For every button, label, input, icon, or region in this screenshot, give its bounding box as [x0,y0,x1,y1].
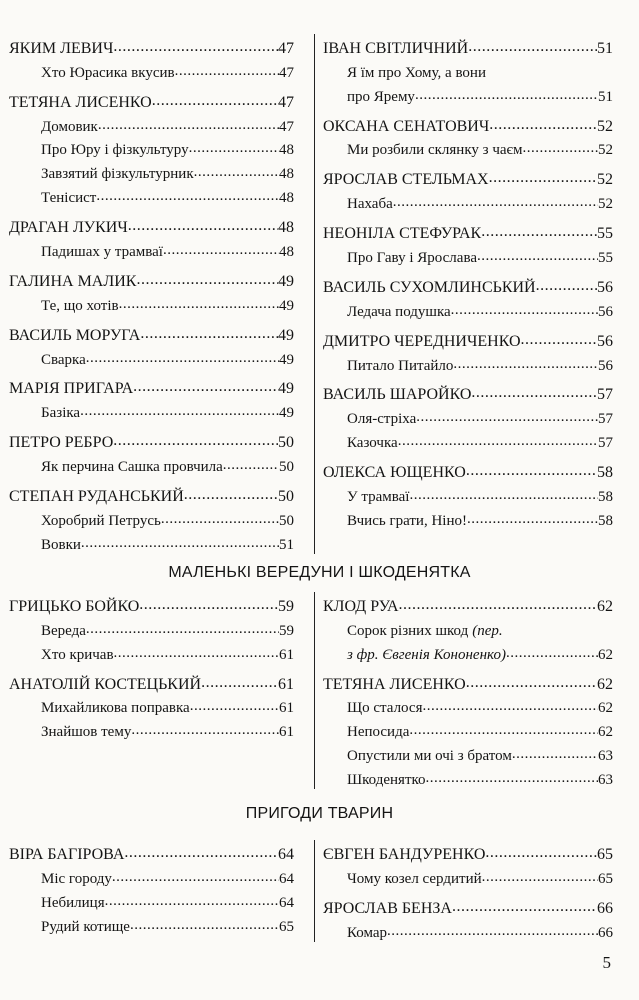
work-title: Комар [347,924,388,941]
dot-leader [190,699,279,717]
page-ref: 58 [598,489,613,506]
page-ref: 57 [598,435,613,452]
work-title: Казочка [347,435,398,452]
dot-leader [133,379,278,398]
dot-leader [96,189,279,207]
dot-leader [124,845,278,864]
page-ref: 56 [597,332,613,350]
dot-leader [485,845,597,864]
page-ref: 48 [278,219,294,237]
author-name: ОЛЕКСА ЮЩЕНКО [323,464,466,482]
dot-leader [112,870,279,888]
toc-author-entry [315,840,639,864]
work-title: Завзятий фізкультурник [41,166,194,183]
page-ref: 51 [279,536,294,553]
work-title: Домовик [41,118,98,135]
author-name: ВАСИЛЬ СУХОМЛИНСЬКИЙ [323,278,536,296]
toc-work-entry [315,351,639,375]
work-title: Оля-стріха [347,411,417,428]
dot-leader [194,165,279,183]
page-ref: 57 [598,411,613,428]
author-name: ГРИЦЬКО БОЙКО [9,597,140,615]
dot-leader [152,93,278,112]
toc-block-1 [0,34,639,554]
author-name: АНАТОЛІЙ КОСТЕЦЬКИЙ [9,675,202,693]
toc-work-entry [0,291,314,315]
page-ref: 62 [598,724,613,741]
page-ref: 57 [597,386,613,404]
work-title: Падишах у трамваї [41,244,163,261]
dot-leader [467,512,598,530]
toc-work-entry [315,616,639,640]
toc-work-entry [315,694,639,718]
page-ref: 55 [598,250,613,267]
work-title: Сварка [41,351,86,368]
work-title: Небилиця [41,894,105,911]
toc-author-entry [0,321,314,345]
toc-work-entry [0,136,314,160]
toc-column-right [315,592,639,789]
dot-leader [482,870,598,888]
page-ref: 62 [598,700,613,717]
page-ref: 47 [278,39,294,57]
toc-work-entry [315,717,639,741]
work-title: Базіка [41,405,81,422]
toc-author-entry [0,840,314,864]
toc-work-entry [0,864,314,888]
work-title: Вчись грати, Ніно! [347,512,467,529]
page-ref: 49 [279,351,294,368]
page-ref: 56 [597,278,613,296]
toc-column-right [315,34,639,554]
toc-work-entry [0,159,314,183]
page-ref: 52 [597,117,613,135]
dot-leader [201,675,278,694]
dot-leader [451,303,598,321]
page-ref: 48 [279,166,294,183]
toc-work-entry [0,506,314,530]
page-ref: 56 [598,303,613,320]
toc-work-entry [0,398,314,422]
toc-author-entry [0,592,314,616]
page-ref: 61 [279,724,294,741]
toc-author-entry [315,381,639,405]
toc-work-entry [0,58,314,82]
dot-leader [131,723,279,741]
toc-work-entry [0,912,314,936]
toc-work-entry [315,58,639,82]
toc-column-left [0,34,315,554]
page-ref: 50 [279,459,294,476]
page-ref: 52 [597,171,613,189]
work-title: Вереда [41,622,86,639]
page-ref: 50 [278,434,294,452]
toc-work-entry [315,297,639,321]
dot-leader [468,39,597,58]
page-ref: 49 [279,405,294,422]
author-name: ТЕТЯНА ЛИСЕНКО [323,675,466,693]
dot-leader [471,385,597,404]
page-ref: 47 [278,93,294,111]
author-name: ГАЛИНА МАЛИК [9,272,137,290]
author-name: НЕОНІЛА СТЕФУРАК [323,225,482,243]
page-ref: 66 [598,924,613,941]
toc-block-3 [0,840,639,942]
toc-work-entry [315,506,639,530]
toc-work-entry [315,82,639,106]
work-title: Хто Юрасика вкусив [41,64,175,81]
dot-leader [189,141,279,159]
toc-work-entry [315,640,639,664]
dot-leader [409,488,598,506]
dot-leader [489,170,597,189]
work-title: Міс городу [41,870,112,887]
toc-author-entry [315,112,639,136]
toc-author-entry [0,670,314,694]
toc-work-entry [315,243,639,267]
dot-leader [161,512,279,530]
toc-column-left [0,840,315,942]
page-ref: 64 [278,845,294,863]
page-ref: 64 [279,870,294,887]
dot-leader [81,536,279,554]
page-ref: 49 [278,272,294,290]
page-ref: 65 [279,918,294,935]
dot-leader [481,224,597,243]
page-ref: 58 [598,512,613,529]
author-name: ТЕТЯНА ЛИСЕНКО [9,93,152,111]
toc-author-entry [0,267,314,291]
toc-work-entry [315,404,639,428]
page-ref: 56 [598,357,613,374]
toc-work-entry [0,112,314,136]
page-ref: 59 [279,622,294,639]
page-ref: 61 [279,700,294,717]
work-title: Ми розбили склянку з чаєм [347,142,523,159]
toc-work-entry [315,428,639,452]
author-name: ЯКИМ ЛЕВИЧ [9,39,114,57]
author-name: ЯРОСЛАВ СТЕЛЬМАХ [323,171,489,189]
author-name: ВАСИЛЬ ШАРОЙКО [323,386,472,404]
page-ref: 62 [597,675,613,693]
author-name: ВАСИЛЬ МОРУГА [9,326,141,344]
dot-leader [86,622,279,640]
page-ref: 65 [597,845,613,863]
dot-leader [422,699,598,717]
work-title: Тенісист [41,190,97,207]
author-name: ІВАН СВІТЛИЧНИЙ [323,39,469,57]
dot-leader [398,434,598,452]
page-ref: 50 [278,488,294,506]
dot-leader [536,278,597,297]
page-ref: 63 [598,748,613,765]
work-title: Нахаба [347,196,393,213]
page-ref: 66 [597,899,613,917]
toc-work-entry [0,694,314,718]
dot-leader [522,141,598,159]
work-title: про Ярему [347,88,415,105]
work-title: Непосида [347,724,410,741]
toc-work-entry [0,530,314,554]
toc-column-left [0,592,315,789]
page-ref: 61 [278,675,294,693]
toc-work-entry [315,482,639,506]
work-title: Ледача подушка [347,303,451,320]
work-title: Рудий котище [41,918,130,935]
author-name: ДМИТРО ЧЕРЕДНИЧЕНКО [323,332,521,350]
toc-author-entry [315,219,639,243]
dot-leader [128,218,278,237]
translator-note: з фр. Євгенія Кононенко) [347,646,506,663]
page-ref: 51 [597,39,613,57]
dot-leader [409,723,598,741]
page-ref: 55 [597,225,613,243]
work-title: Шкоденятко [347,772,426,789]
toc-author-entry [315,670,639,694]
toc-work-entry [0,616,314,640]
dot-leader [184,487,278,506]
work-title: Я їм про Хому, а вони [347,64,486,81]
dot-leader [416,410,598,428]
work-title: Хто кричав [41,646,114,663]
page-ref: 49 [278,380,294,398]
work-title: Питало Питайло [347,357,454,374]
author-name: ЄВГЕН БАНДУРЕНКО [323,845,486,863]
section-title: МАЛЕНЬКІ ВЕРЕДУНИ І ШКОДЕНЯТКА [168,564,471,581]
dot-leader [477,249,598,267]
author-name: ПЕТРО РЕБРО [9,434,114,452]
dot-leader [466,675,597,694]
page-ref: 52 [598,196,613,213]
toc-column-right [315,840,639,942]
dot-leader [80,404,279,422]
dot-leader [426,771,598,789]
dot-leader [136,272,278,291]
toc-work-entry [315,918,639,942]
work-title: Знайшов тему [41,724,132,741]
work-title: Сорок різних шкод [347,622,469,639]
section-title: ПРИГОДИ ТВАРИН [245,805,394,822]
dot-leader [489,117,597,136]
dot-leader [453,357,598,375]
author-name: ВІРА БАГІРОВА [9,845,125,863]
toc-work-entry [0,452,314,476]
toc-work-entry [315,864,639,888]
page-ref: 51 [598,88,613,105]
work-title: Вовки [41,536,81,553]
page-ref: 49 [279,297,294,314]
work-title: У трамваї [347,489,410,506]
toc-author-entry [315,34,639,58]
toc-work-entry [0,640,314,664]
page-ref: 58 [597,464,613,482]
toc-work-entry [0,237,314,261]
toc-author-entry [0,34,314,58]
toc-author-entry [0,428,314,452]
work-title: Чому козел сердитий [347,870,482,887]
translator-note: (пер. [472,622,503,639]
toc-work-entry [0,183,314,207]
toc-work-entry [315,136,639,160]
work-title: Те, що хотів [41,297,119,314]
toc-author-entry [0,482,314,506]
work-title: Що сталося [347,700,423,717]
page-ref: 59 [278,597,294,615]
page-ref: 49 [278,326,294,344]
dot-leader [452,899,597,918]
toc-work-entry [315,765,639,789]
author-name: ДРАГАН ЛУКИЧ [9,219,128,237]
dot-leader [506,646,598,664]
dot-leader [105,894,279,912]
work-title: Про Гаву і Ярослава [347,250,477,267]
dot-leader [113,433,278,452]
toc-work-entry [0,345,314,369]
dot-leader [466,463,597,482]
dot-leader [130,918,279,936]
page-ref: 62 [597,597,613,615]
toc-author-entry [315,165,639,189]
dot-leader [399,597,597,616]
page-ref: 62 [598,646,613,663]
dot-leader [163,243,279,261]
page-ref: 65 [598,870,613,887]
dot-leader [415,88,598,106]
page-ref: 61 [279,646,294,663]
dot-leader [387,924,598,942]
dot-leader [113,39,278,58]
toc-author-entry [315,894,639,918]
toc-work-entry [0,717,314,741]
page-number: 5 [602,953,611,972]
dot-leader [114,646,279,664]
author-name: ОКСАНА СЕНАТОВИЧ [323,117,490,135]
toc-block-2 [0,592,639,789]
toc-author-entry [315,592,639,616]
page-ref: 47 [279,64,294,81]
work-title: Як перчина Сашка провчила [41,459,223,476]
dot-leader [175,64,279,82]
dot-leader [223,458,279,476]
work-title: Опустили ми очі з братом [347,748,512,765]
toc-author-entry [0,213,314,237]
page-ref: 52 [598,142,613,159]
dot-leader [512,747,598,765]
toc-author-entry [315,327,639,351]
page-ref: 63 [598,772,613,789]
page-ref: 48 [279,142,294,159]
toc-author-entry [0,88,314,112]
dot-leader [521,332,597,351]
toc-work-entry [315,741,639,765]
page-ref: 48 [279,244,294,261]
author-name: КЛОД РУА [323,597,399,615]
work-title: Про Юру і фізкультуру [41,142,189,159]
page-ref: 48 [279,190,294,207]
dot-leader [98,118,279,136]
toc-author-entry [315,458,639,482]
page-ref: 50 [279,512,294,529]
toc-work-entry [315,189,639,213]
author-name: МАРІЯ ПРИГАРА [9,380,134,398]
toc-work-entry [0,888,314,912]
page-ref: 47 [279,118,294,135]
dot-leader [139,597,278,616]
work-title: Михайликова поправка [41,700,190,717]
dot-leader [140,326,278,345]
dot-leader [393,195,598,213]
toc-author-entry [0,375,314,399]
page-ref: 64 [279,894,294,911]
author-name: СТЕПАН РУДАНСЬКИЙ [9,488,184,506]
author-name: ЯРОСЛАВ БЕНЗА [323,899,452,917]
dot-leader [119,297,279,315]
work-title: Хоробрий Петрусь [41,512,161,529]
toc-author-entry [315,273,639,297]
dot-leader [86,351,279,369]
